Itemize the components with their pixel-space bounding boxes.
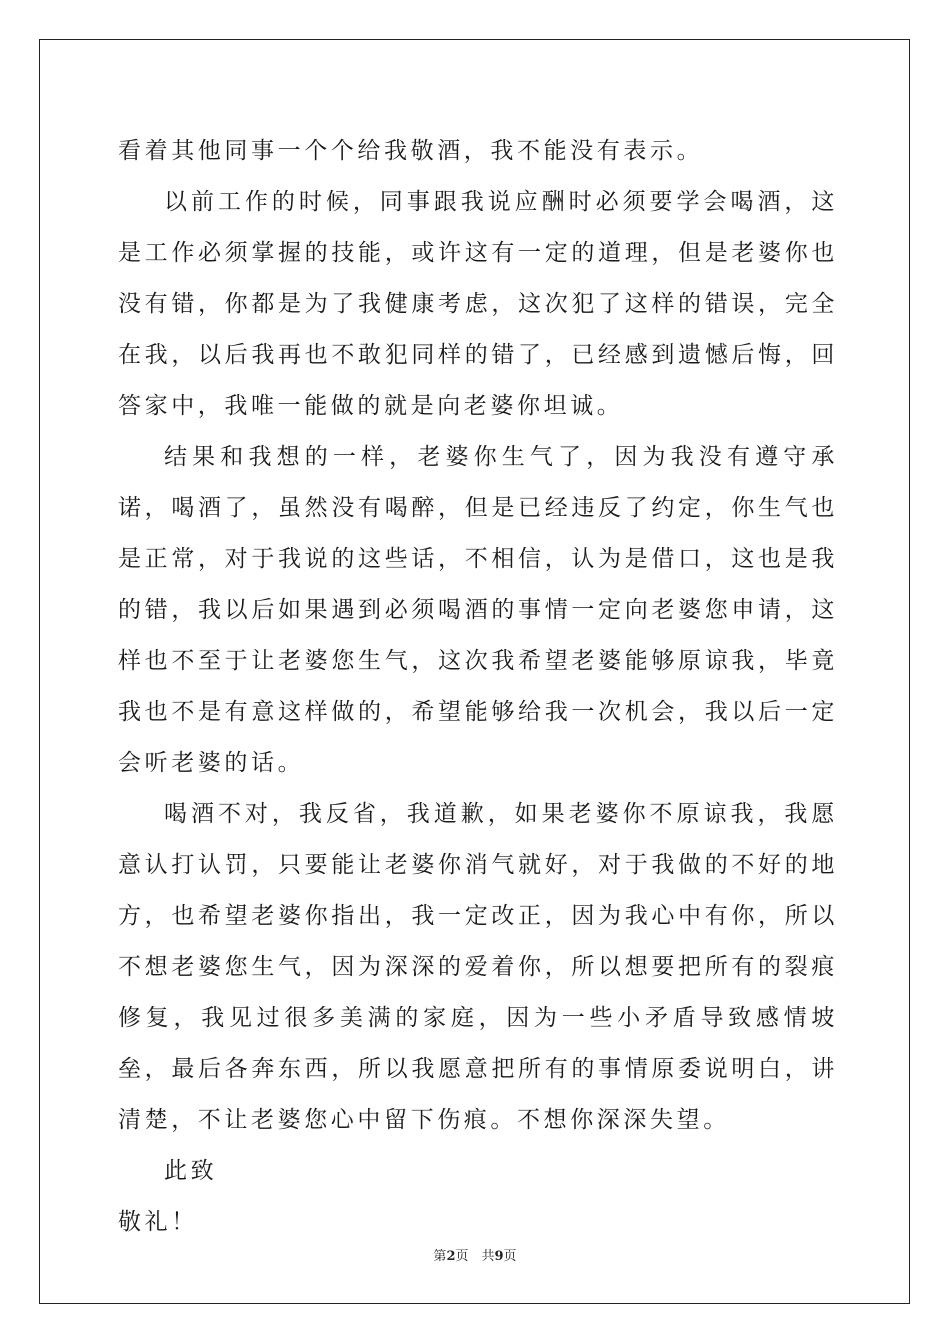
current-page-number: 2	[446, 1249, 456, 1264]
closing-salutation: 此致	[164, 1158, 218, 1184]
paragraph: 喝酒不对，我反省，我道歉，如果老婆你不原谅我，我愿意认打认罚，只要能让老婆你消气就好，对于我做的不好的地方，也希望老婆你指出，我一定改正，因为我心中有你，所以不想老婆您生气，因为深深的爱着你，所以想要把所有的裂痕修复，我见过很多美满的家庭，因为一些小矛盾导致感情坡垒，最后各奔东西，所以我愿意把所有的事情原委说明白，讲清楚，不让老婆您心中留下伤痕。不想你深深失望。	[118, 801, 838, 1133]
page-mid: 页 共	[455, 1249, 495, 1264]
paragraph: 看着其他同事一个个给我敬酒，我不能没有表示。	[118, 138, 704, 164]
page-prefix: 第	[433, 1249, 447, 1264]
closing-regards: 敬礼！	[118, 1209, 198, 1235]
page-suffix: 页	[503, 1249, 517, 1264]
total-page-count: 9	[494, 1249, 504, 1264]
document-body	[118, 126, 838, 1248]
page-number-footer	[0, 1245, 950, 1264]
paragraph: 以前工作的时候，同事跟我说应酬时必须要学会喝酒，这是工作必须掌握的技能，或许这有一定的道理，但是老婆你也没有错，你都是为了我健康考虑，这次犯了这样的错误，完全在我，以后我再也不敢犯同样的错了，已经感到遗憾后悔，回答家中，我唯一能做的就是向老婆你坦诚。	[118, 189, 838, 419]
paragraph: 结果和我想的一样，老婆你生气了，因为我没有遵守承诺，喝酒了，虽然没有喝醉，但是已经违反了约定，你生气也是正常，对于我说的这些话，不相信，认为是借口，这也是我的错，我以后如果遇到必须喝酒的事情一定向老婆您申请，这样也不至于让老婆您生气，这次我希望老婆能够原谅我，毕竟我也不是有意这样做的，希望能够给我一次机会，我以后一定会听老婆的话。	[118, 444, 838, 776]
